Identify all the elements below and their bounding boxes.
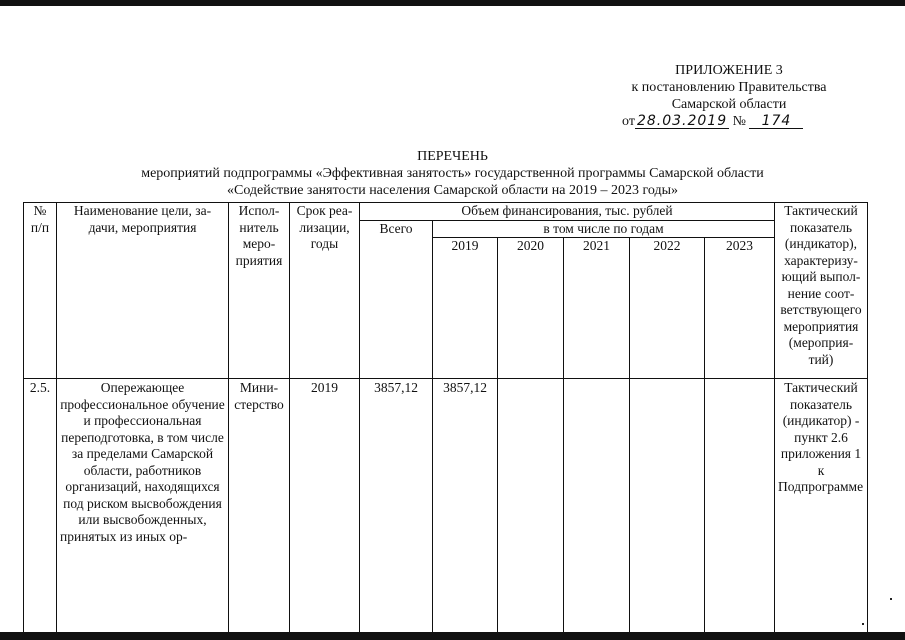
col-header-executor: Испол- нитель меро- приятия [229,203,290,379]
handwritten-date: 28.03.2019 [636,113,728,129]
header-row-1 [24,203,868,221]
col-header-num: № п/п [24,203,57,379]
col-header-year-2019: 2019 [433,238,498,379]
col-header-total: Всего [360,220,433,379]
col-header-by-years: в том числе по годам [433,220,775,238]
scan-speck [890,598,892,600]
cell-2020 [498,379,564,637]
bottom-border-bar [0,632,905,640]
cell-term: 2019 [290,379,360,637]
document-heading [0,148,905,199]
handwritten-number: 174 [749,114,803,129]
col-header-indicator: Тактический показатель (индикатор), характеризу- ющий выпол- нение соот- ветствующего мероприятия (мероприя- тий) [775,203,868,379]
measures-table [23,202,868,636]
col-header-name: Наименование цели, за- дачи, мероприятия [57,203,229,379]
col-header-term: Срок реа- лизации, годы [290,203,360,379]
cell-2021 [564,379,630,637]
top-border-bar [0,0,905,6]
col-header-year-2023: 2023 [705,238,775,379]
number-prefix: № [732,114,746,129]
col-header-year-2021: 2021 [564,238,630,379]
appendix-block [600,62,858,130]
scan-speck [862,623,864,625]
heading-line-1: мероприятий подпрограммы «Эффективная занятость» государственной программы Самарской области [141,166,764,181]
cell-2019: 3857,12 [433,379,498,637]
heading-line-2: «Содействие занятости населения Самарской области на 2019 – 2023 годы» [227,183,678,198]
col-header-financing: Объем финансирования, тыс. рублей [360,203,775,221]
appendix-date-line [622,113,858,130]
cell-2023 [705,379,775,637]
cell-num: 2.5. [24,379,57,637]
heading-title: ПЕРЕЧЕНЬ [417,149,488,164]
appendix-line-2: Самарской области [671,97,787,112]
cell-executor: Мини- стерство [229,379,290,637]
cell-total: 3857,12 [360,379,433,637]
table-row [24,379,868,637]
cell-2022 [630,379,705,637]
cell-indicator: Тактический показатель (индикатор) - пункт 2.6 приложения 1 к Подпрограмме [775,379,868,637]
cell-name: Опережающее профессиональное обучение и профессиональная переподготовка, в том числе за пределами Самарской области, работников организаций, находящихся под риском высвобождения или высвобожденных, принятых из иных ор- [57,379,229,637]
col-header-year-2020: 2020 [498,238,564,379]
col-header-year-2022: 2022 [630,238,705,379]
appendix-line-1: к постановлению Правительства [631,80,827,95]
appendix-title: ПРИЛОЖЕНИЕ 3 [675,63,783,78]
date-prefix: от [622,114,635,129]
